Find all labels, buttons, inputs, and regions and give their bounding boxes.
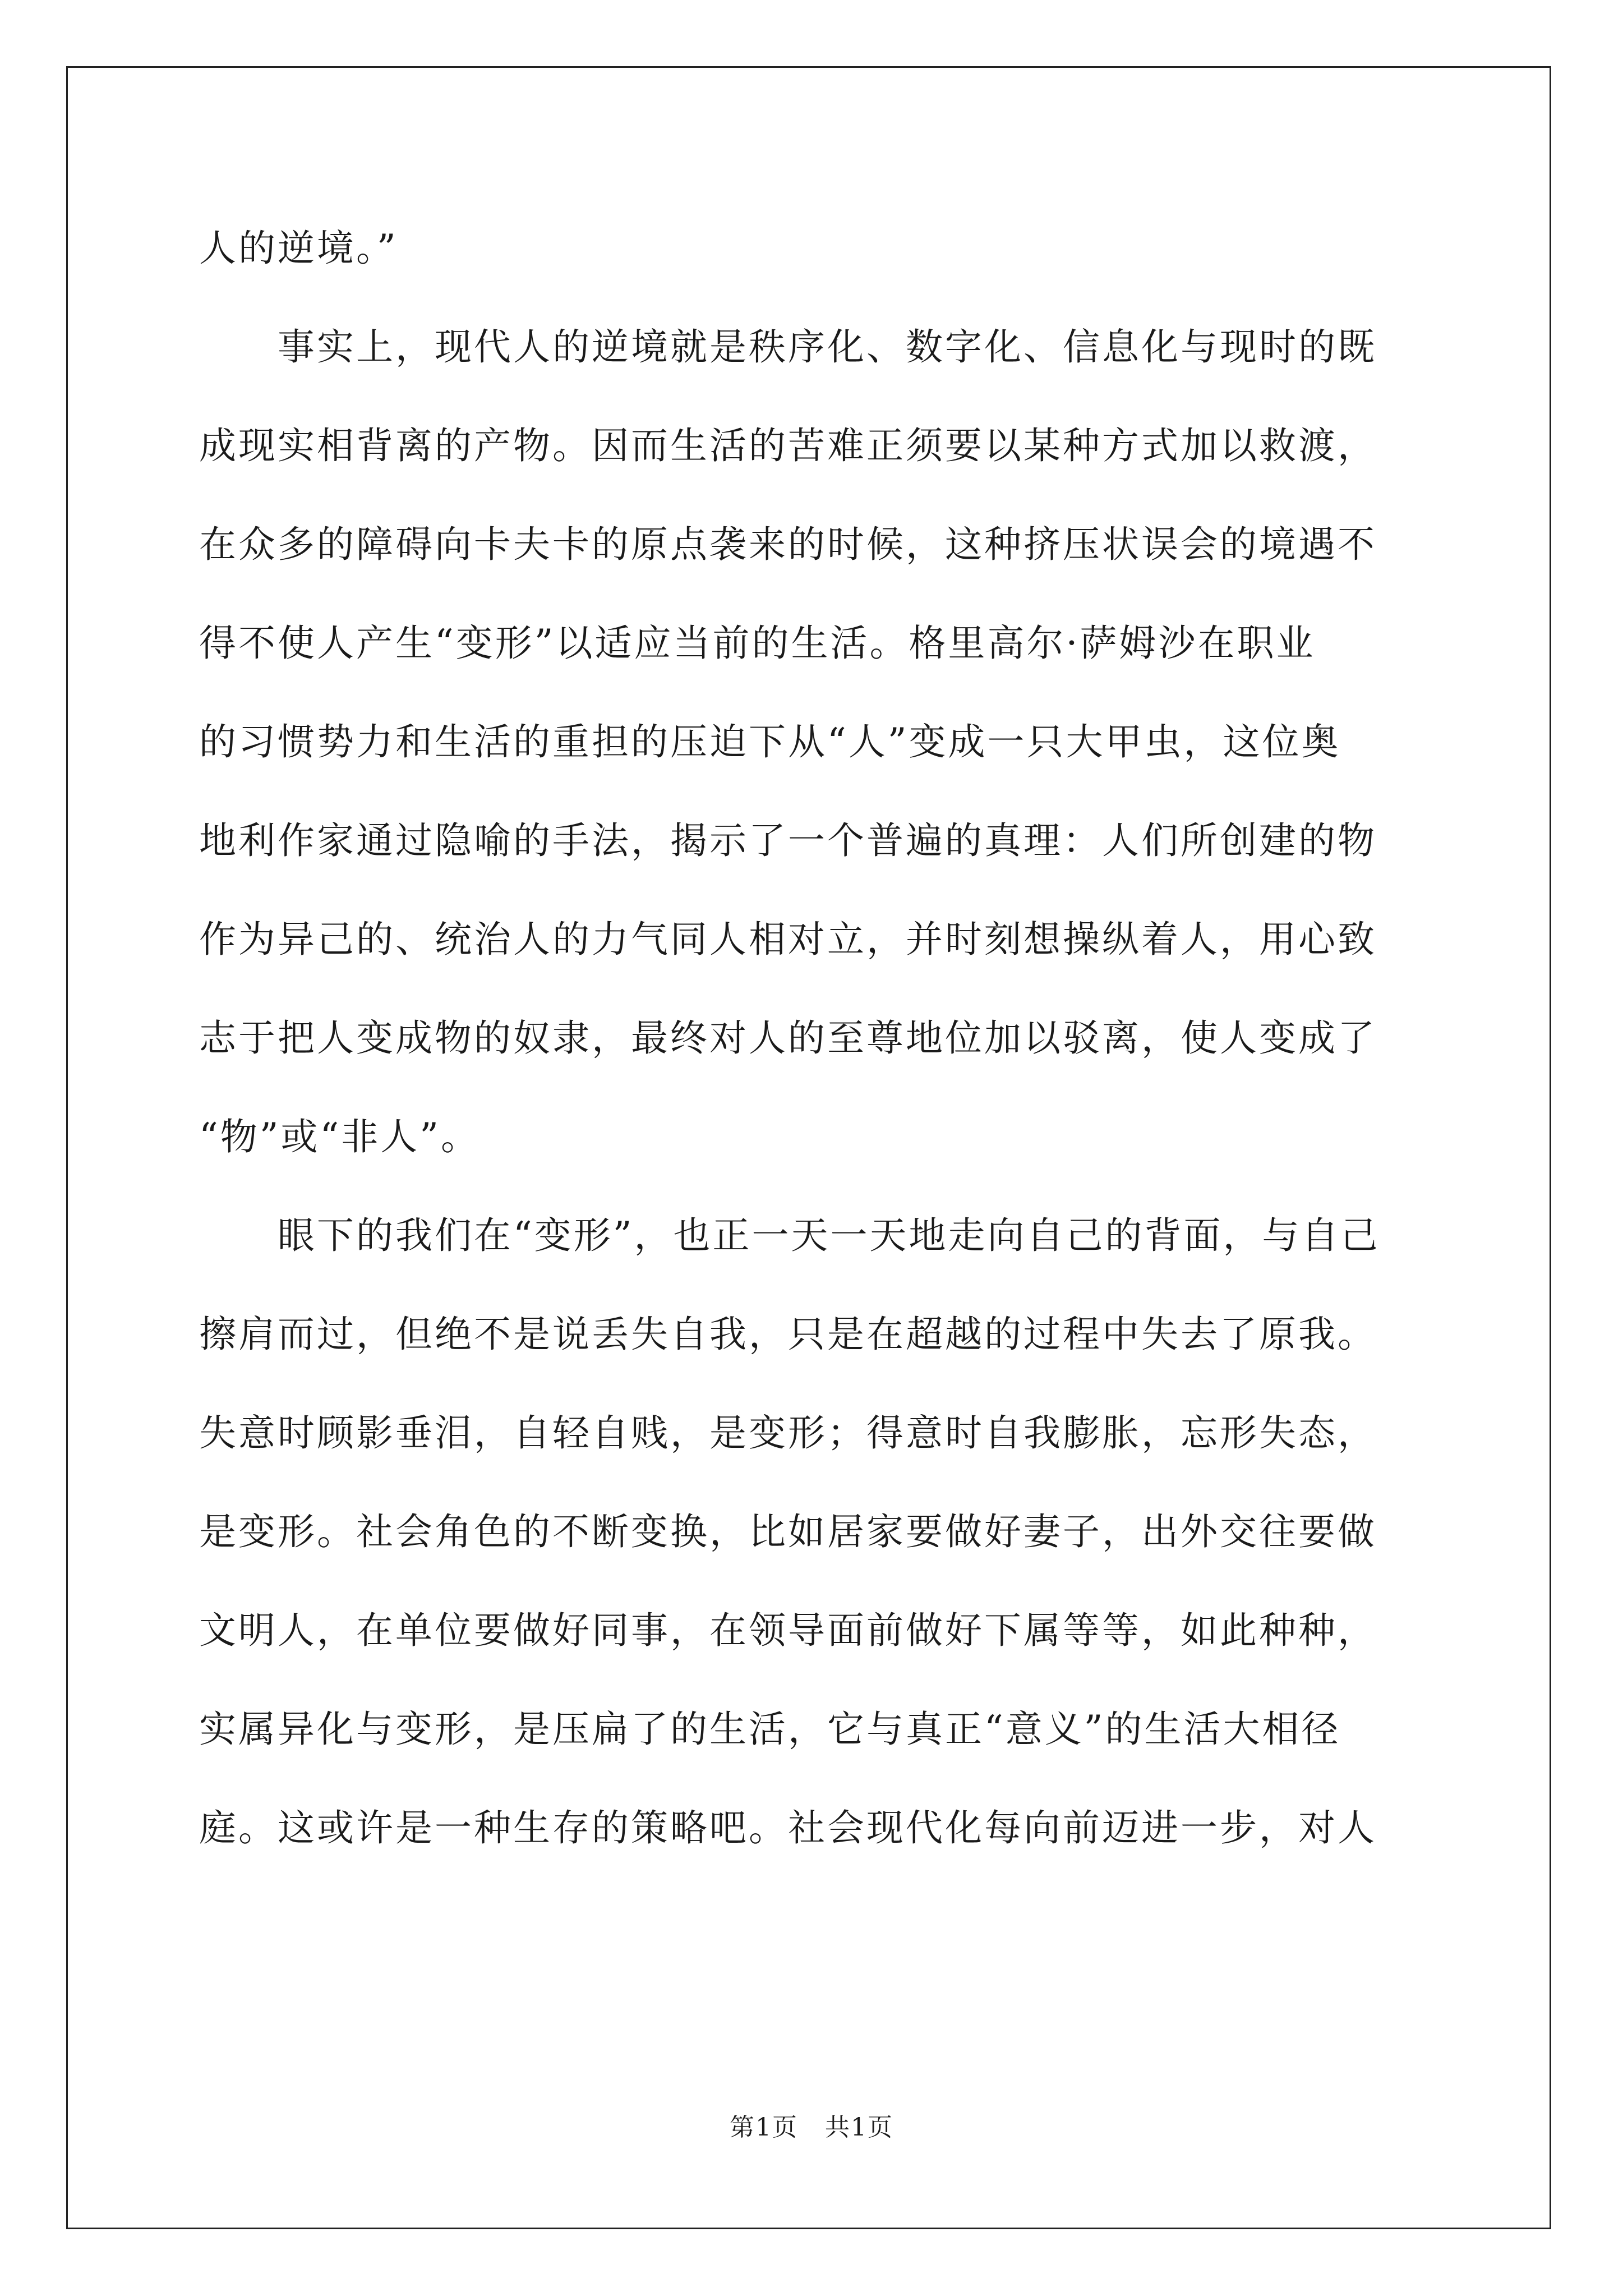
text-line: 得不使人产生“变形”以适应当前的生活。格里高尔·萨姆沙在职业 [199, 622, 1316, 665]
page-number-current: 第1页 [730, 2113, 798, 2142]
text-line: 庭。这或许是一种生存的策略吧。社会现代化每向前迈进一步，对人 [199, 1806, 1377, 1849]
page-number-total: 共1页 [825, 2113, 893, 2142]
text-line: “物”或“非人”。 [199, 1115, 480, 1158]
text-line: 的习惯势力和生活的重担的压迫下从“人”变成一只大甲虫，这位奥 [199, 720, 1341, 763]
text-line: 实属异化与变形，是压扁了的生活，它与真正“意义”的生活大相径 [199, 1708, 1341, 1751]
text-line: 眼下的我们在“变形”，也正一天一天地走向自己的背面，与自己 [278, 1214, 1380, 1257]
text-line: 事实上，现代人的逆境就是秩序化、数字化、信息化与现时的既 [278, 325, 1377, 369]
text-line: 是变形。社会角色的不断变换，比如居家要做好妻子，出外交往要做 [199, 1510, 1377, 1553]
text-line: 失意时顾影垂泪，自轻自贱，是变形；得意时自我膨胀，忘形失态， [199, 1411, 1377, 1455]
text-line: 作为异己的、统治人的力气同人相对立，并时刻想操纵着人，用心致 [199, 918, 1377, 961]
text-line: 擦肩而过，但绝不是说丢失自我，只是在超越的过程中失去了原我。 [199, 1313, 1377, 1356]
text-line: 志于把人变成物的奴隶，最终对人的至尊地位加以驳离，使人变成了 [199, 1016, 1377, 1060]
text-line: 文明人，在单位要做好同事，在领导面前做好下属等等，如此种种， [199, 1609, 1377, 1652]
document-body [199, 219, 1427, 1897]
text-line: 地利作家通过隐喻的手法，揭示了一个普遍的真理：人们所创建的物 [199, 819, 1377, 862]
text-line: 在众多的障碍向卡夫卡的原点袭来的时候，这种挤压状误会的境遇不 [199, 523, 1377, 566]
page-footer [0, 2111, 1623, 2145]
text-line: 人的逆境。” [199, 227, 398, 270]
text-line: 成现实相背离的产物。因而生活的苦难正须要以某种方式加以救渡， [199, 424, 1377, 467]
